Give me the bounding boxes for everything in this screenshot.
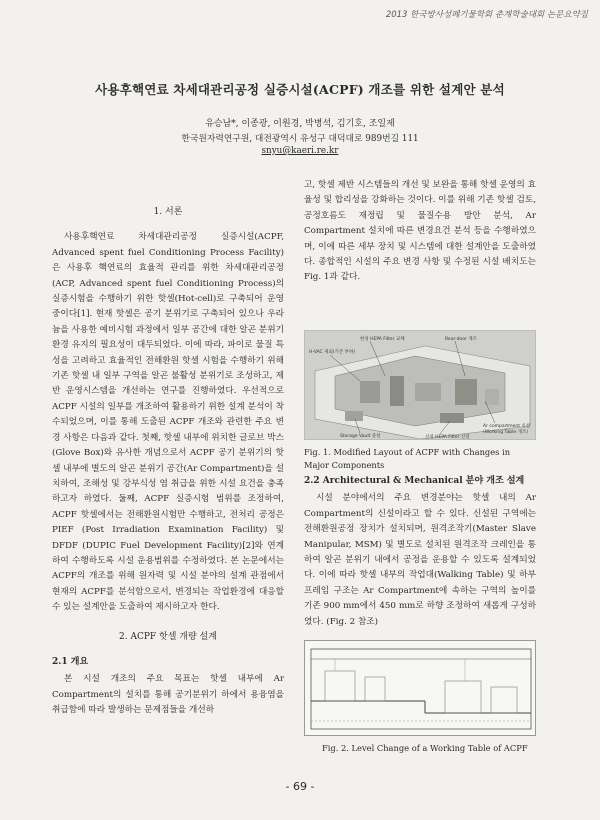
section-2-1-continued: 고, 핫셀 제반 시스템들의 개선 및 보완을 통해 핫셀 운영의 효율성 및 합리성을 강화하는 것이다. 이를 위해 기존 핫셀 검토, 공정호름도 재정립 및 물질수용 방안 분석, Ar Compartment 설치에 따른 변경요건 분석 등을 수행하였으며, 이에 따른 세부 장치 및 시스템에 대한 설계안을 도출하였다. 종합적인 시설의 주요 변경 사항 및 수정된 시설 배치도는 Fig. 1과 같다. — [304, 180, 536, 283]
fig1-label-0: 한성 HEPA Filter 교체 — [360, 337, 405, 342]
left-column — [52, 205, 284, 719]
fig1-label-1: H-VAC 제외(기존 부하) — [309, 350, 356, 355]
fig1-label-4: (Working Table 개조) — [483, 430, 529, 435]
section-2-2-heading: 2.2 Architectural & Mechanical 분야 개조 설계 — [304, 476, 525, 486]
figure-1-caption: Fig. 1. Modified Layout of ACPF with Changes in Major Components — [304, 447, 511, 470]
right-column-top — [304, 178, 536, 286]
section-2-1-body: 본 시설 개조의 주요 목표는 핫셀 내부에 Ar Compartment의 설치를 통해 공기분위기 하에서 용융염을 취급함에 따라 발생하는 문제점들을 개선하 — [52, 674, 284, 716]
section-2-2 — [304, 474, 536, 630]
authors: 유승남*, 이종광, 이원경, 박병석, 김기호, 조일제 — [205, 119, 395, 129]
page-number: - 69 - — [285, 780, 315, 793]
fig1-label-5: Storage Vault 증설 — [340, 434, 381, 439]
paper-title: 사용후핵연료 차세대관리공정 실증시설(ACPF) 개조를 위한 설계안 분석 — [95, 82, 505, 97]
section-2-heading: 2. ACPF 핫셀 개량 설계 — [119, 631, 217, 642]
fig1-label-3: Ar compartment 신설 — [483, 424, 531, 429]
proceedings-header: 2013 한국방사성폐기물학회 춘계학술대회 논문요약집 — [385, 10, 588, 20]
section-2-2-body: 시설 분야에서의 주요 변경분야는 핫셀 내의 Ar Compartment의 신설이라고 할 수 있다. 신설된 구역에는 전해환원공정 장치가 설치되며, 원격조작기(Master Slave Manipular, MSM) 및 별도로 설치된 원격조작 크레인을 통하여 알곤 분위기 내에서 공정을 운용할 수 있도록 설계되었다. 이에 따라 핫셀 내부의 작업대(Walking Table) 및 하부프레임 구조는 Ar Compartment에 속하는 구역의 높이를 기존 900 mm에서 450 mm로 하향 조정하여 새롭게 구성하였다. (Fig. 2 참조) — [304, 493, 536, 627]
section-1-heading: 1. 서론 — [153, 207, 183, 217]
section-2-1-heading: 2.1 개요 — [52, 656, 89, 667]
figure-2-drawing — [304, 640, 536, 736]
section-1-body: 사용후핵연료 차세대관리공정 실증시설(ACPF, Advanced spent fuel Conditioning Process Facility)은 사용후 핵연료의 효율적 관리를 위한 차세대관리공정(ACP, Advanced spent fuel Conditioning Process)의 실증시험을 수행하기 위한 핫셀(Hot-cell)로 구축되어 운영 중이다[1]. 현재 핫셀은 공기 분위기로 구축되어 있으나 우라늄을 사용한 예비시험 과정에서 일부 공간에 대한 알곤 분위기 환경 유지의 필요성이 대두되었다. 이에 따라, 파이로 물질 특성을 고려하고 효율적인 전해환원 핫셀 시험을 수행하기 위해 기존 핫셀 내 일부 구역을 알곤 불활성 분위기로 조성하고, 제반 운영시스템을 개선하는 연구를 진행하였다. 우선적으로 ACPF 시설의 일부를 개조하여 활용하기 위한 설계 분석이 착수되었으며, 이를 통해 도출된 ACPF 개조와 관련한 주요 변경 사항은 다음과 같다. 첫째, 핫셀 내부에 위치한 글로브 박스(Glove Box)와 유사한 개념으로서 ACPF 공기 분위기의 핫셀 내부에 별도의 알곤 분위기 공간(Ar Compartment)을 설치하여, 조해성 및 강부식성 염 취급을 위한 시설 요건을 충족하고자 하였다. 둘째, ACPF 실증시험 범위를 조정하여, ACPF 핫셀에서는 전해환원시험만 수행하고, 전처리 공정은 PIEF (Post Irradiation Examination Facility) 및 DFDF (DUPIC Fuel Development Facility)[2]와 연계하여 수행하도록 시설 운용범위를 수정하였다. 본 논문에서는 ACPF의 개조를 위해 원자력 및 시설 분야의 설계 관점에서 현재의 ACPF를 분석함으로서, 변경되는 작업환경에 대응할 수 있는 설계안을 도출하여 제시하고자 한다. — [52, 232, 284, 613]
working-table-drawing — [305, 641, 536, 736]
fig1-label-2: Rear-door 개조 — [445, 337, 477, 342]
fig1-label-6: 신설 HEPA Filter 신설 — [425, 435, 470, 440]
email-link[interactable]: snyu@kaeri.re.kr — [261, 146, 339, 156]
affiliation: 한국원자력연구원, 대전광역시 유성구 대덕대로 989번길 111 — [181, 134, 419, 144]
figure-1-layout-image — [304, 330, 536, 440]
facility-layout-drawing — [305, 331, 536, 440]
figure-2-caption: Fig. 2. Level Change of a Working Table of ACPF — [322, 743, 528, 753]
